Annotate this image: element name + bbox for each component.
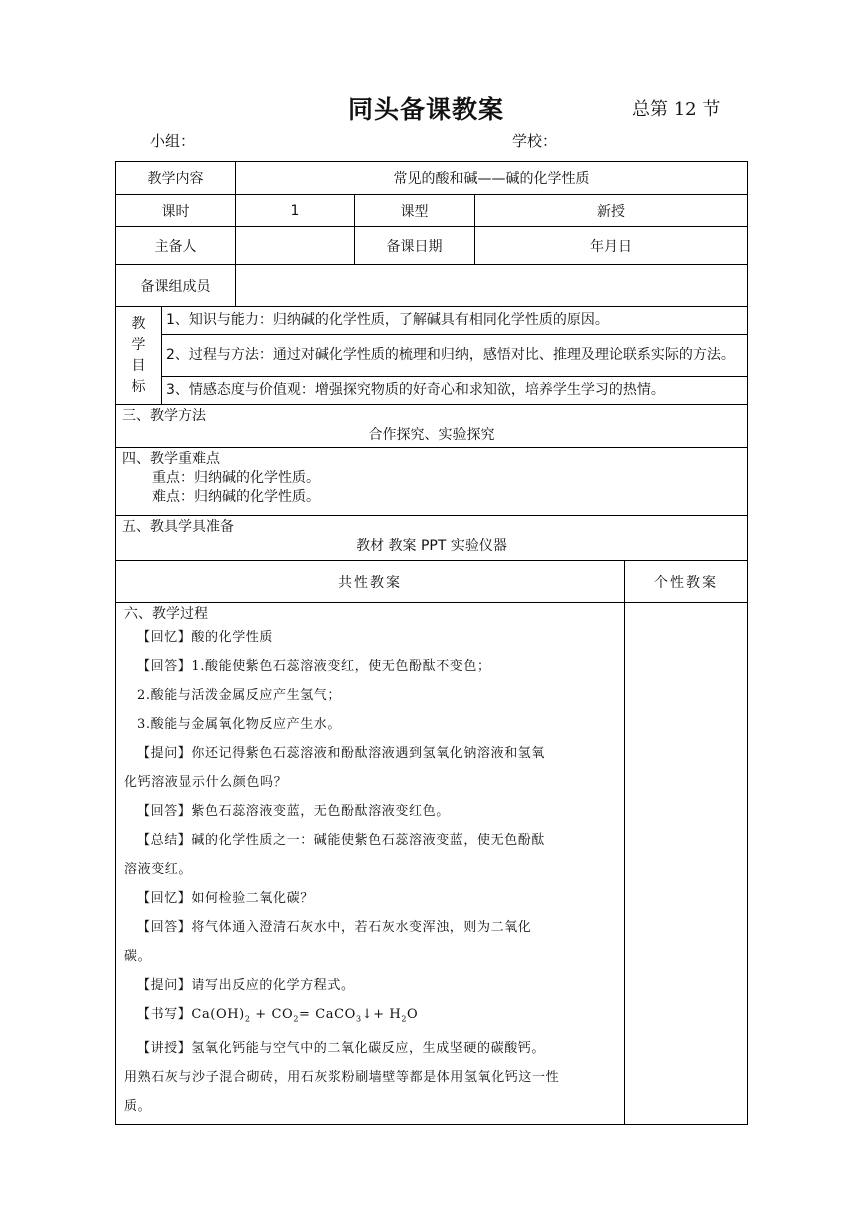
process-line: 【回忆】酸的化学性质 [137,630,274,645]
goals-side-label: 教 学 目 标 [116,307,162,405]
process-line: 化钙溶液显示什么颜色吗？ [124,775,288,790]
preparer-value [236,227,355,265]
equation-line: 【书写】$Ca(OH)_2 + CO_2=$ CaCO$_3$↓+ $H_2O$ [137,1007,419,1024]
period-value: 1 [236,195,355,227]
process-title: 六、教学过程 [124,606,208,622]
process-line: 【讲授】氢氧化钙能与空气中的二氧化碳反应，生成坚硬的碳酸钙。 [137,1040,546,1056]
page-title: 同头备课教案 [348,95,505,124]
goal-emotion: 3、情感态度与价值观：增强探究物质的好奇心和求知欲，培养学生学习的热情。 [162,377,748,405]
key-point: 重点：归纳碱的化学性质。 [152,470,320,486]
goal-knowledge: 1、知识与能力：归纳碱的化学性质，了解碱具有相同化学性质的原因。 [162,307,748,335]
group-label: 小组： [150,132,196,150]
process-line: 【回答】紫色石蕊溶液变蓝，无色酚酞溶液变红色。 [137,804,450,819]
lesson-plan-table [115,161,748,1125]
content-label: 教学内容 [116,162,236,195]
date-label: 备课日期 [355,227,475,265]
preparer-label: 主备人 [116,227,236,265]
process-line: 碳。 [124,949,152,964]
process-line: 用熟石灰与沙子混合砌砖，用石灰浆粉刷墙壁等都是体用氢氧化钙这一性 [124,1069,560,1085]
method-title: 三、教学方法 [122,408,206,424]
members-value [236,265,748,307]
date-value: 年月日 [475,227,748,265]
tools-section [116,516,748,561]
personal-plan-header: 个性教案 [625,561,748,603]
type-label: 课型 [355,195,475,227]
content-value: 常见的酸和碱——碱的化学性质 [236,162,748,195]
method-section [116,405,748,448]
process-line: 3.酸能与金属氧化物反应产生水。 [137,717,342,732]
period-label: 课时 [116,195,236,227]
process-line: 【回答】将气体通入澄清石灰水中，若石灰水变浑浊，则为二氧化 [137,920,532,935]
tools-title: 五、教具学具准备 [122,519,234,535]
goal-process: 2、过程与方法：通过对碱化学性质的梳理和归纳，感悟对比、推理及理论联系实际的方法。 [162,335,748,377]
process-section [116,603,625,1125]
common-plan-header: 共性教案 [116,561,625,603]
key-title: 四、教学重难点 [122,451,220,467]
lesson-number: 总第 12 节 [632,99,721,120]
members-label: 备课组成员 [116,265,236,307]
process-line: 质。 [124,1098,152,1114]
school-label: 学校： [512,132,558,150]
process-line: 溶液变红。 [124,862,193,877]
difficult-point: 难点：归纳碱的化学性质。 [152,489,320,505]
personal-plan-cell [625,603,748,1125]
process-line: 【总结】碱的化学性质之一：碱能使紫色石蕊溶液变蓝，使无色酚酞 [137,833,546,848]
method-value: 合作探究、实验探究 [368,427,495,443]
process-line: 【回忆】如何检验二氧化碳？ [137,891,314,906]
key-section [116,448,748,516]
process-line: 2.酸能与活泼金属反应产生氢气； [137,688,342,703]
type-value: 新授 [475,195,748,227]
tools-value: 教材 教案 PPT 实验仪器 [356,538,507,554]
process-line: 【提问】请写出反应的化学方程式。 [137,978,355,993]
process-line: 【提问】你还记得紫色石蕊溶液和酚酞溶液遇到氢氧化钠溶液和氢氧 [137,746,546,761]
process-line: 【回答】1.酸能使紫色石蕊溶液变红，使无色酚酞不变色； [137,659,491,674]
